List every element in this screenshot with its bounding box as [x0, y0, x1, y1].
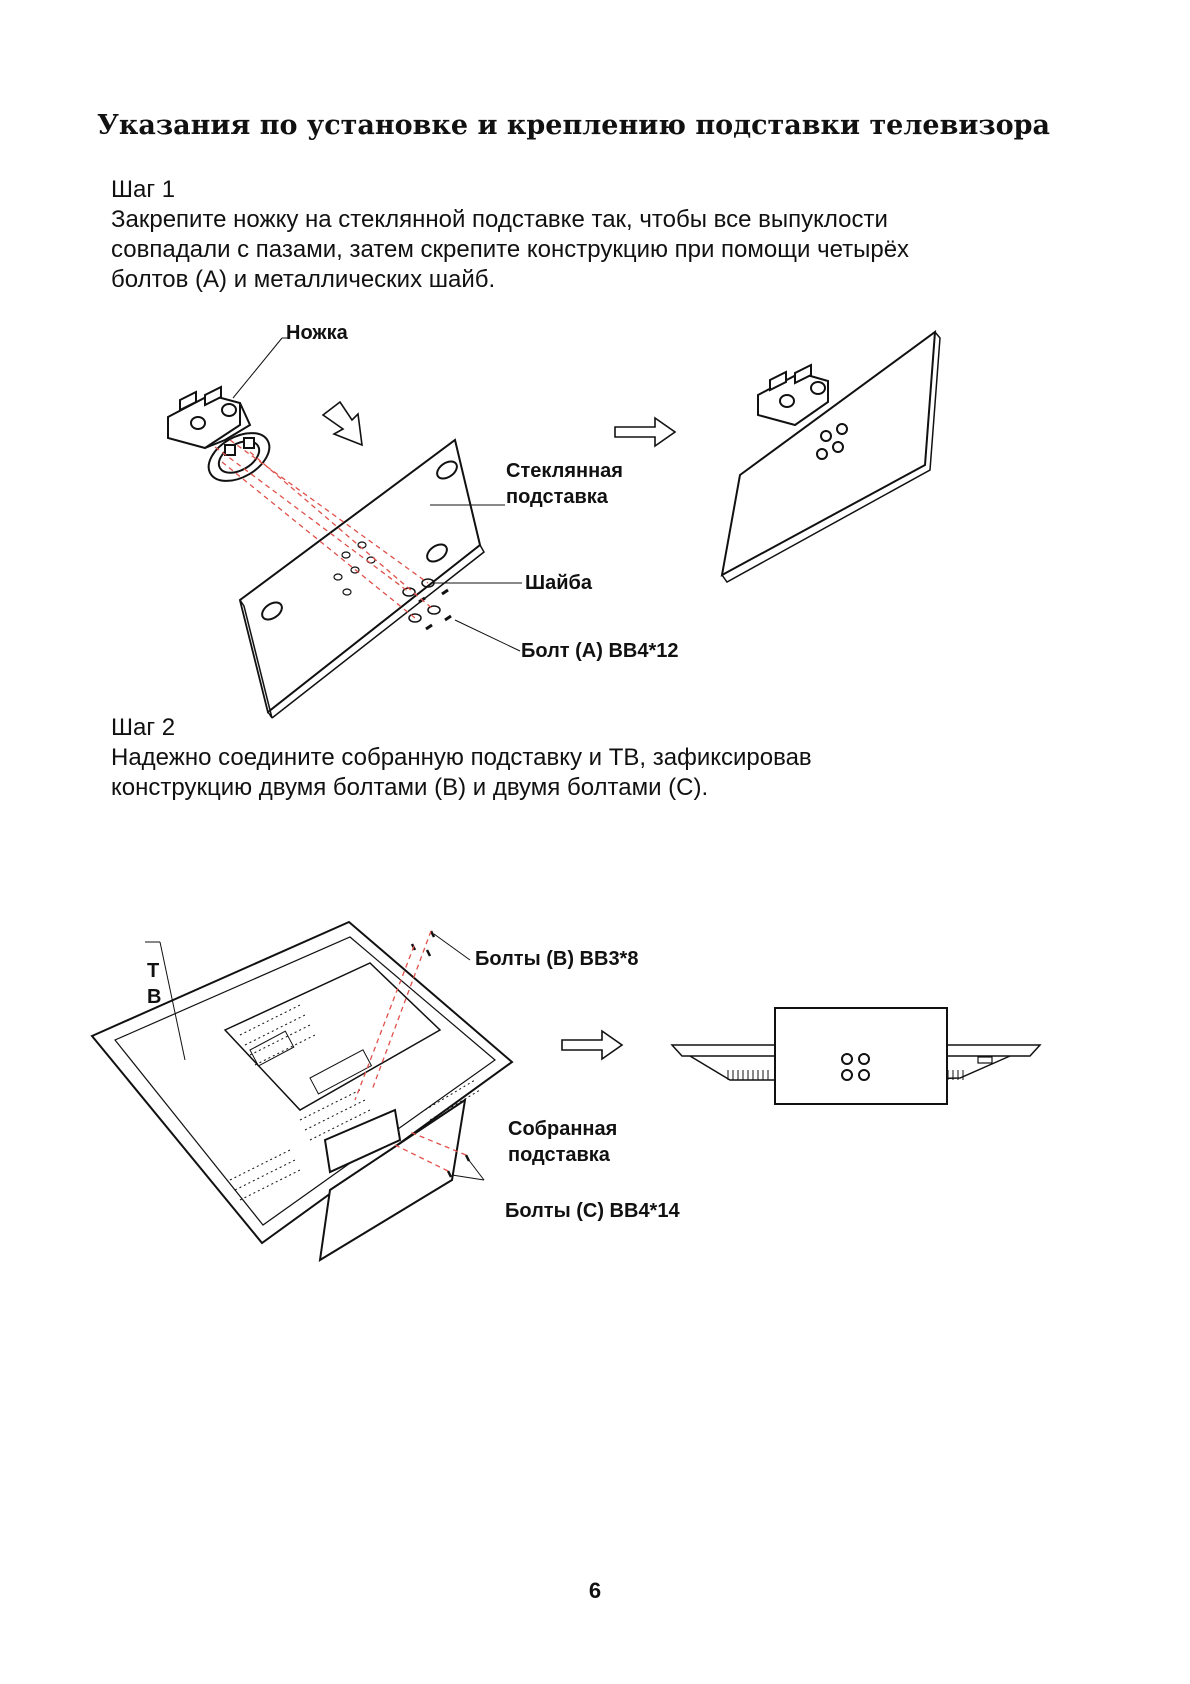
- label-washer: Шайба: [525, 572, 592, 594]
- page-title: Указания по установке и креплению подставки телевизора: [97, 110, 1050, 141]
- step2-line: конструкцию двумя болтами (B) и двумя болтами (C).: [111, 774, 709, 801]
- step2-heading: Шаг 2: [111, 714, 176, 741]
- page-number: 6: [588, 1578, 602, 1603]
- tv-side-view-illustration: [672, 1008, 1040, 1104]
- label-tv-line: Т: [147, 960, 160, 982]
- step1-line: болтов (А) и металлических шайб.: [111, 266, 496, 293]
- label-tv-line: В: [147, 986, 162, 1008]
- step1-heading: Шаг 1: [111, 176, 176, 203]
- step1-line: Закрепите ножку на стеклянной подставке так, чтобы все выпуклости: [111, 206, 888, 233]
- label-bolts-c: Болты (C) BB4*14: [505, 1200, 680, 1222]
- label-leg: Ножка: [286, 322, 348, 344]
- label-assembled-stand-line: Собранная: [508, 1118, 618, 1140]
- label-tv: [147, 958, 161, 1010]
- label-glass-stand-line: Стеклянная: [506, 460, 623, 482]
- step1-line: совпадали с пазами, затем скрепите конструкцию при помощи четырёх: [111, 236, 910, 263]
- label-glass-stand-line: подставка: [506, 486, 608, 508]
- label-assembled-stand-line: подставка: [508, 1144, 610, 1166]
- label-assembled-stand: [508, 1116, 617, 1168]
- step2-line: Надежно соедините собранную подставку и ТВ, зафиксировав: [111, 744, 812, 771]
- label-bolt-a: Болт (A) BB4*12: [521, 640, 679, 662]
- label-bolts-b: Болты (B) BB3*8: [475, 948, 639, 970]
